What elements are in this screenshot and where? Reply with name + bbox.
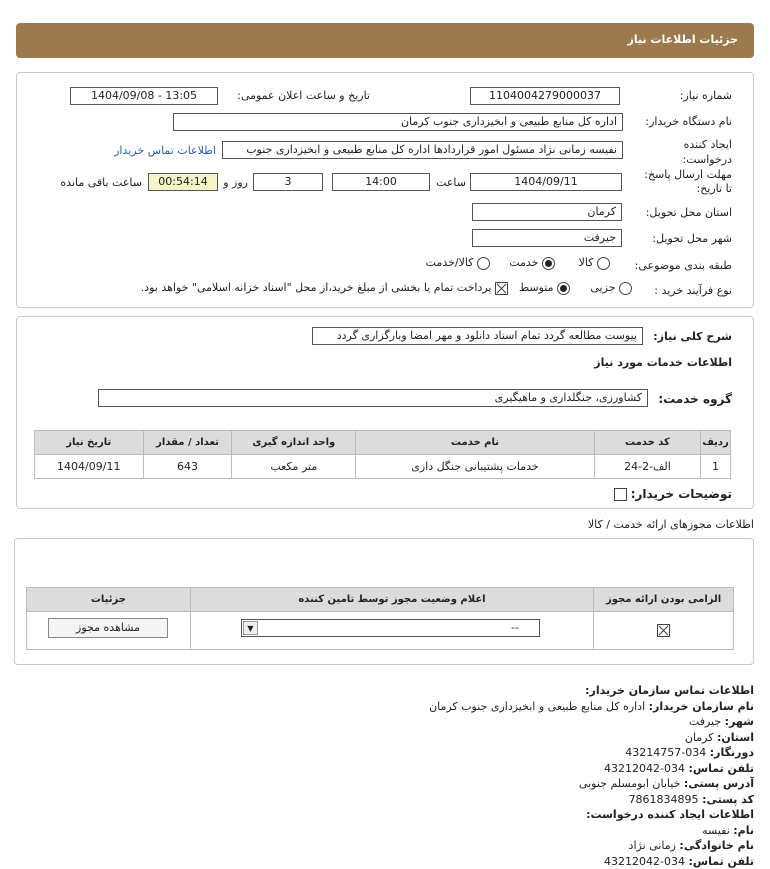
province-label: استان محل تحویل: xyxy=(646,206,732,219)
category-service-radio[interactable] xyxy=(542,257,555,270)
process-option-minor[interactable]: جزیی xyxy=(590,281,632,295)
deadline-time-label: ساعت xyxy=(436,176,466,189)
contact-title: اطلاعات تماس سازمان خریدار: xyxy=(14,683,754,699)
contact-line-org: نام سازمان خریدار: اداره کل منابع طبیعی و ابخیزداری جنوب کرمان xyxy=(14,699,754,715)
contact-line-fax: دورنگار: 034-43214757 xyxy=(14,745,754,761)
table-row xyxy=(35,455,731,479)
col-row: ردیف xyxy=(701,431,731,455)
creator-line-name: نام: نفیسه xyxy=(14,823,754,839)
col-service-code: کد خدمت xyxy=(594,431,700,455)
category-option-service[interactable]: خدمت xyxy=(509,256,555,270)
remaining-label: ساعت باقی مانده xyxy=(60,176,142,189)
summary-label: شرح کلی نیاز: xyxy=(653,330,732,343)
col-service-name: نام خدمت xyxy=(356,431,595,455)
announce-field: 1404/09/08 - 13:05 xyxy=(70,87,218,105)
category-label: طبقه بندی موضوعی: xyxy=(635,259,732,272)
buyer-name-label: نام دستگاه خریدار: xyxy=(645,115,732,128)
category-both-radio[interactable] xyxy=(477,257,490,270)
page-title: جزئیات اطلاعات نیاز xyxy=(628,33,739,46)
permit-required-cell xyxy=(594,612,734,650)
buyer-contact-link[interactable]: اطلاعات تماس خریدار xyxy=(114,144,216,157)
cell-need-date: 1404/09/11 xyxy=(35,455,144,479)
col-permit-required: الزامی بودن ارائه مجوز xyxy=(594,588,734,612)
cell-quantity: 643 xyxy=(143,455,232,479)
services-table xyxy=(34,430,731,479)
process-minor-radio[interactable] xyxy=(619,282,632,295)
permit-required-checkbox xyxy=(657,624,670,637)
services-table-header xyxy=(35,431,731,455)
cell-service-code: الف-2-24 xyxy=(594,455,700,479)
contact-section xyxy=(14,683,754,869)
page-header xyxy=(16,23,754,58)
permits-table-header xyxy=(27,588,734,612)
deadline-time-field: 14:00 xyxy=(332,173,430,191)
cell-service-name: خدمات پشتیبانی جنگل داری xyxy=(356,455,595,479)
contact-line-province: استان: کرمان xyxy=(14,730,754,746)
days-field: 3 xyxy=(253,173,323,191)
contact-line-city: شهر: جیرفت xyxy=(14,714,754,730)
process-option-medium[interactable]: متوسط xyxy=(519,281,570,295)
view-permit-button[interactable]: مشاهده مجوز xyxy=(48,618,168,638)
buyer-name-field: اداره کل منابع طبیعی و ابخیزداری جنوب کرمان xyxy=(173,113,623,131)
payment-checkbox[interactable] xyxy=(495,282,508,295)
buyer-notes-checkbox[interactable] xyxy=(614,488,627,501)
buyer-notes xyxy=(614,487,732,501)
creator-title: اطلاعات ایجاد کننده درخواست: xyxy=(14,807,754,823)
creator-field: نفیسه زمانی نژاد مسئول امور قراردادها اداره کل منابع طبیعی و ابخیزداری جنوب xyxy=(222,141,623,159)
category-goods-radio[interactable] xyxy=(597,257,610,270)
payment-note-text: پرداخت تمام یا بخشی از مبلغ خرید،از محل "اسناد خزانه اسلامی" خواهد بود. xyxy=(141,281,492,294)
announce-label: تاریخ و ساعت اعلان عمومی: xyxy=(237,89,370,102)
col-unit: واحد اندازه گیری xyxy=(232,431,356,455)
col-permit-status: اعلام وضعیت مجوز توسط تامین کننده xyxy=(190,588,593,612)
col-permit-details: جزئیات xyxy=(27,588,191,612)
cell-unit: متر مکعب xyxy=(232,455,356,479)
summary-field: پیوست مطالعه گردد تمام اسناد دانلود و مهر امضا وبارگزاری گردد xyxy=(312,327,643,345)
creator-line-phone: تلفن تماس: 034-43212042 xyxy=(14,854,754,869)
creator-label: ایجاد کننده xyxy=(684,138,732,151)
contact-line-postal: کد پستی: 7861834895 xyxy=(14,792,754,808)
creator-line-family: نام خانوادگی: زمانی نژاد xyxy=(14,838,754,854)
process-label: نوع فرآیند خرید : xyxy=(654,284,732,297)
buyer-notes-label: توضیحات خریدار: xyxy=(631,487,732,501)
services-title: اطلاعات خدمات مورد نیاز xyxy=(594,356,732,369)
deadline-date-field: 1404/09/11 xyxy=(470,173,622,191)
contact-line-address: آدرس پستی: خیابان ابومسلم جنوبی xyxy=(14,776,754,792)
city-label: شهر محل تحویل: xyxy=(652,232,732,245)
cell-row: 1 xyxy=(701,455,731,479)
category-option-both[interactable]: کالا/خدمت xyxy=(426,256,490,270)
creator-label-2: درخواست: xyxy=(683,153,732,166)
category-option-goods[interactable]: کالا xyxy=(579,256,610,270)
permit-status-value: -- xyxy=(511,621,519,634)
service-group-field: کشاورزی، جنگلداری و ماهیگیری xyxy=(98,389,648,407)
col-need-date: تاریخ نیاز xyxy=(35,431,144,455)
service-group-label: گروه خدمت: xyxy=(658,392,732,406)
remaining-time-field: 00:54:14 xyxy=(148,173,218,191)
chevron-down-icon[interactable]: ▼ xyxy=(243,621,258,635)
permits-title: اطلاعات مجوزهای ارائه خدمت / کالا xyxy=(588,518,754,531)
need-number-field: 1104004279000037 xyxy=(470,87,620,105)
payment-note xyxy=(141,281,508,295)
contact-line-phone: تلفن تماس: 034-43212042 xyxy=(14,761,754,777)
province-field: کرمان xyxy=(472,203,622,221)
deadline-label: مهلت ارسال پاسخ: xyxy=(644,168,732,181)
need-number-label: شماره نیاز: xyxy=(680,89,732,102)
days-label: روز و xyxy=(223,176,248,189)
col-quantity: تعداد / مقدار xyxy=(143,431,232,455)
process-medium-radio[interactable] xyxy=(557,282,570,295)
city-field: جیرفت xyxy=(472,229,622,247)
deadline-label-2: تا تاریخ: xyxy=(696,182,732,195)
permit-status-select[interactable] xyxy=(241,619,540,637)
